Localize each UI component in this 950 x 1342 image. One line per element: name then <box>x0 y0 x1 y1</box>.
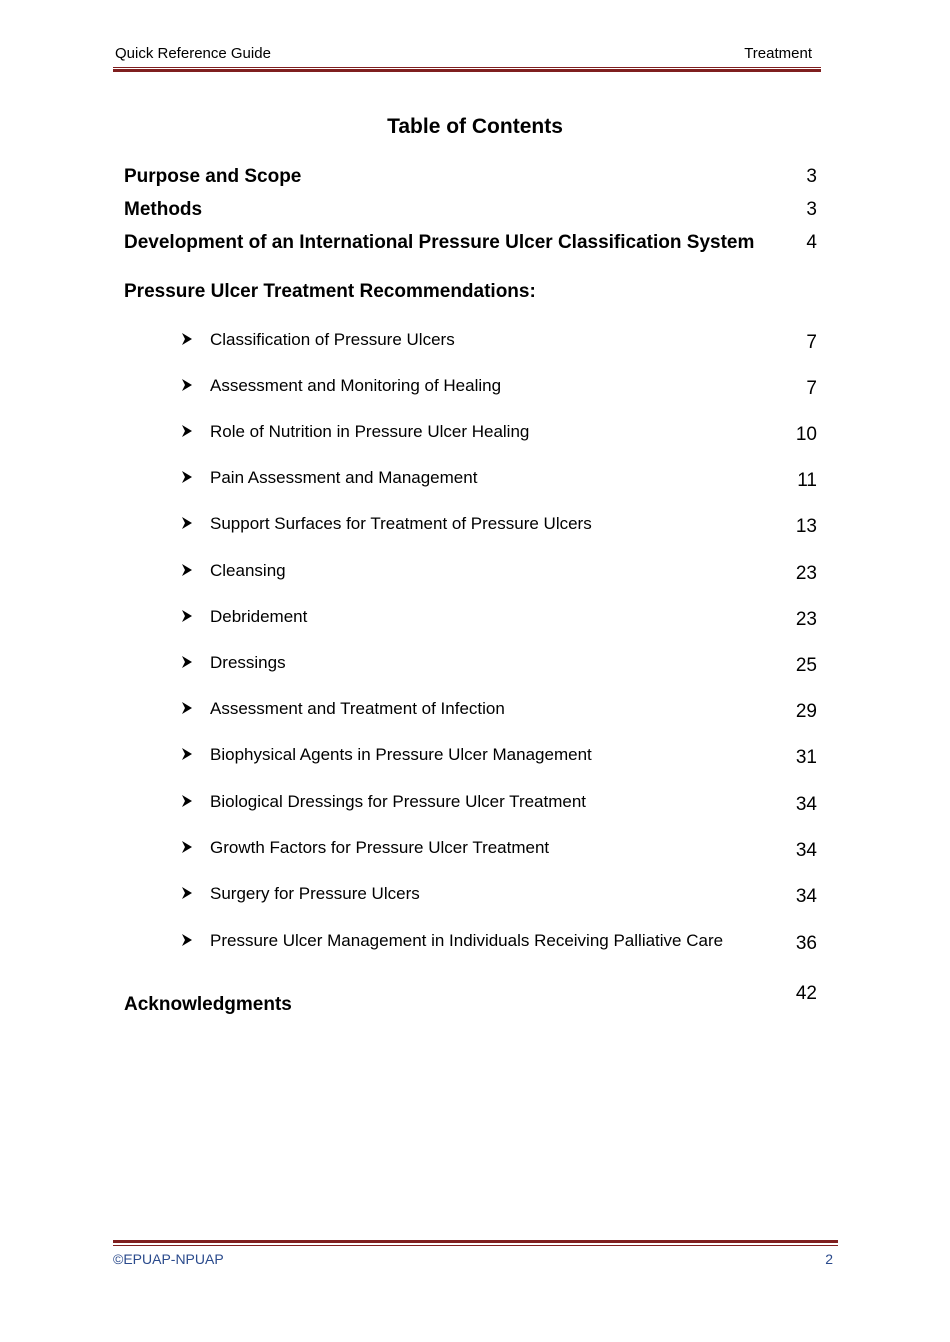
toc-entry-page: 11 <box>797 470 817 491</box>
toc-entry-page: 29 <box>795 701 817 722</box>
toc-entry-page: 34 <box>795 840 817 861</box>
toc-entry-page: 34 <box>795 794 817 815</box>
toc-entry-page: 25 <box>795 655 817 676</box>
toc-entry-label: Role of Nutrition in Pressure Ulcer Healing <box>210 422 530 441</box>
footer-rule-thick <box>113 1240 838 1243</box>
toc-sub-entry[interactable] <box>0 607 950 633</box>
toc-entry-page: 13 <box>795 516 817 537</box>
toc-section-heading <box>0 281 950 307</box>
arrowhead-bullet-icon <box>181 609 193 623</box>
section-heading-label: Pressure Ulcer Treatment Recommendations: <box>124 281 536 302</box>
arrowhead-bullet-icon <box>181 332 193 346</box>
toc-entry-page: 34 <box>795 886 817 907</box>
toc-entry-label: Debridement <box>210 607 308 626</box>
toc-entry-page: 3 <box>806 199 817 220</box>
toc-sub-entry[interactable] <box>0 699 950 725</box>
toc-sub-entry[interactable] <box>0 422 950 448</box>
toc-entry-label: Biological Dressings for Pressure Ulcer Treatment <box>210 792 587 811</box>
page-header <box>115 45 821 65</box>
toc-sub-entry[interactable] <box>0 931 950 957</box>
toc-entry-label: Support Surfaces for Treatment of Pressure Ulcers <box>210 514 592 533</box>
toc-entry-label: Biophysical Agents in Pressure Ulcer Management <box>210 745 592 764</box>
toc-sub-entry[interactable] <box>0 514 950 540</box>
arrowhead-bullet-icon <box>181 424 193 438</box>
toc-entry-label: Purpose and Scope <box>124 166 302 187</box>
toc-entry-page: 7 <box>806 378 817 399</box>
arrowhead-bullet-icon <box>181 655 193 669</box>
toc-sub-entry[interactable] <box>0 376 950 402</box>
toc-entry-label: Cleansing <box>210 561 286 580</box>
toc-sub-entry[interactable] <box>0 745 950 771</box>
arrowhead-bullet-icon <box>181 563 193 577</box>
arrowhead-bullet-icon <box>181 886 193 900</box>
arrowhead-bullet-icon <box>181 378 193 392</box>
arrowhead-bullet-icon <box>181 794 193 808</box>
toc-entry-label: Pressure Ulcer Management in Individuals Receiving Palliative Care <box>210 931 724 950</box>
arrowhead-bullet-icon <box>181 933 193 947</box>
toc-entry-page: 42 <box>795 983 817 1004</box>
toc-entry-page: 23 <box>795 563 817 584</box>
toc-entry[interactable] <box>0 166 950 192</box>
toc-sub-entry[interactable] <box>0 330 950 356</box>
arrowhead-bullet-icon <box>181 701 193 715</box>
page-footer <box>113 1251 833 1269</box>
toc-entry-label: Surgery for Pressure Ulcers <box>210 884 420 903</box>
header-rule-thick <box>113 69 821 72</box>
toc-entry-label: Acknowledgments <box>124 994 292 1015</box>
toc-title: Table of Contents <box>387 115 563 138</box>
arrowhead-bullet-icon <box>181 747 193 761</box>
header-section-title: Treatment <box>744 45 812 62</box>
toc-sub-entry[interactable] <box>0 838 950 864</box>
header-rule-thin <box>113 67 821 68</box>
arrowhead-bullet-icon <box>181 840 193 854</box>
toc-entry-label: Methods <box>124 199 203 220</box>
toc-entry-label: Development of an International Pressure Ulcer Classification System <box>124 232 755 253</box>
toc-entry-page: 31 <box>795 747 817 768</box>
toc-entry-label: Dressings <box>210 653 286 672</box>
footer-copyright: ©EPUAP-NPUAP <box>113 1251 224 1267</box>
toc-entry-label: Growth Factors for Pressure Ulcer Treatment <box>210 838 550 857</box>
arrowhead-bullet-icon <box>181 470 193 484</box>
toc-sub-entry[interactable] <box>0 792 950 818</box>
toc-entry-label: Assessment and Monitoring of Healing <box>210 376 502 395</box>
arrowhead-bullet-icon <box>181 516 193 530</box>
toc-entry-page: 7 <box>806 332 817 353</box>
toc-entry-label: Assessment and Treatment of Infection <box>210 699 505 718</box>
toc-entry-page: 36 <box>795 933 817 954</box>
toc-entry[interactable] <box>0 199 950 225</box>
footer-page-number: 2 <box>825 1251 833 1267</box>
toc-entry-label: Classification of Pressure Ulcers <box>210 330 455 349</box>
toc-sub-entry[interactable] <box>0 561 950 587</box>
footer-rule-thin <box>113 1245 838 1246</box>
toc-sub-entry[interactable] <box>0 653 950 679</box>
toc-entry-acknowledgments[interactable] <box>0 983 950 1020</box>
toc-entry-page: 3 <box>806 166 817 187</box>
toc-entry-page: 10 <box>795 424 817 445</box>
toc-sub-entry[interactable] <box>0 884 950 910</box>
toc-entry[interactable] <box>0 232 950 258</box>
toc-entry-page: 23 <box>795 609 817 630</box>
toc-sub-entry[interactable] <box>0 468 950 494</box>
toc-entry-label: Pain Assessment and Management <box>210 468 478 487</box>
header-guide-title: Quick Reference Guide <box>115 45 271 62</box>
toc-entry-page: 4 <box>806 232 817 253</box>
